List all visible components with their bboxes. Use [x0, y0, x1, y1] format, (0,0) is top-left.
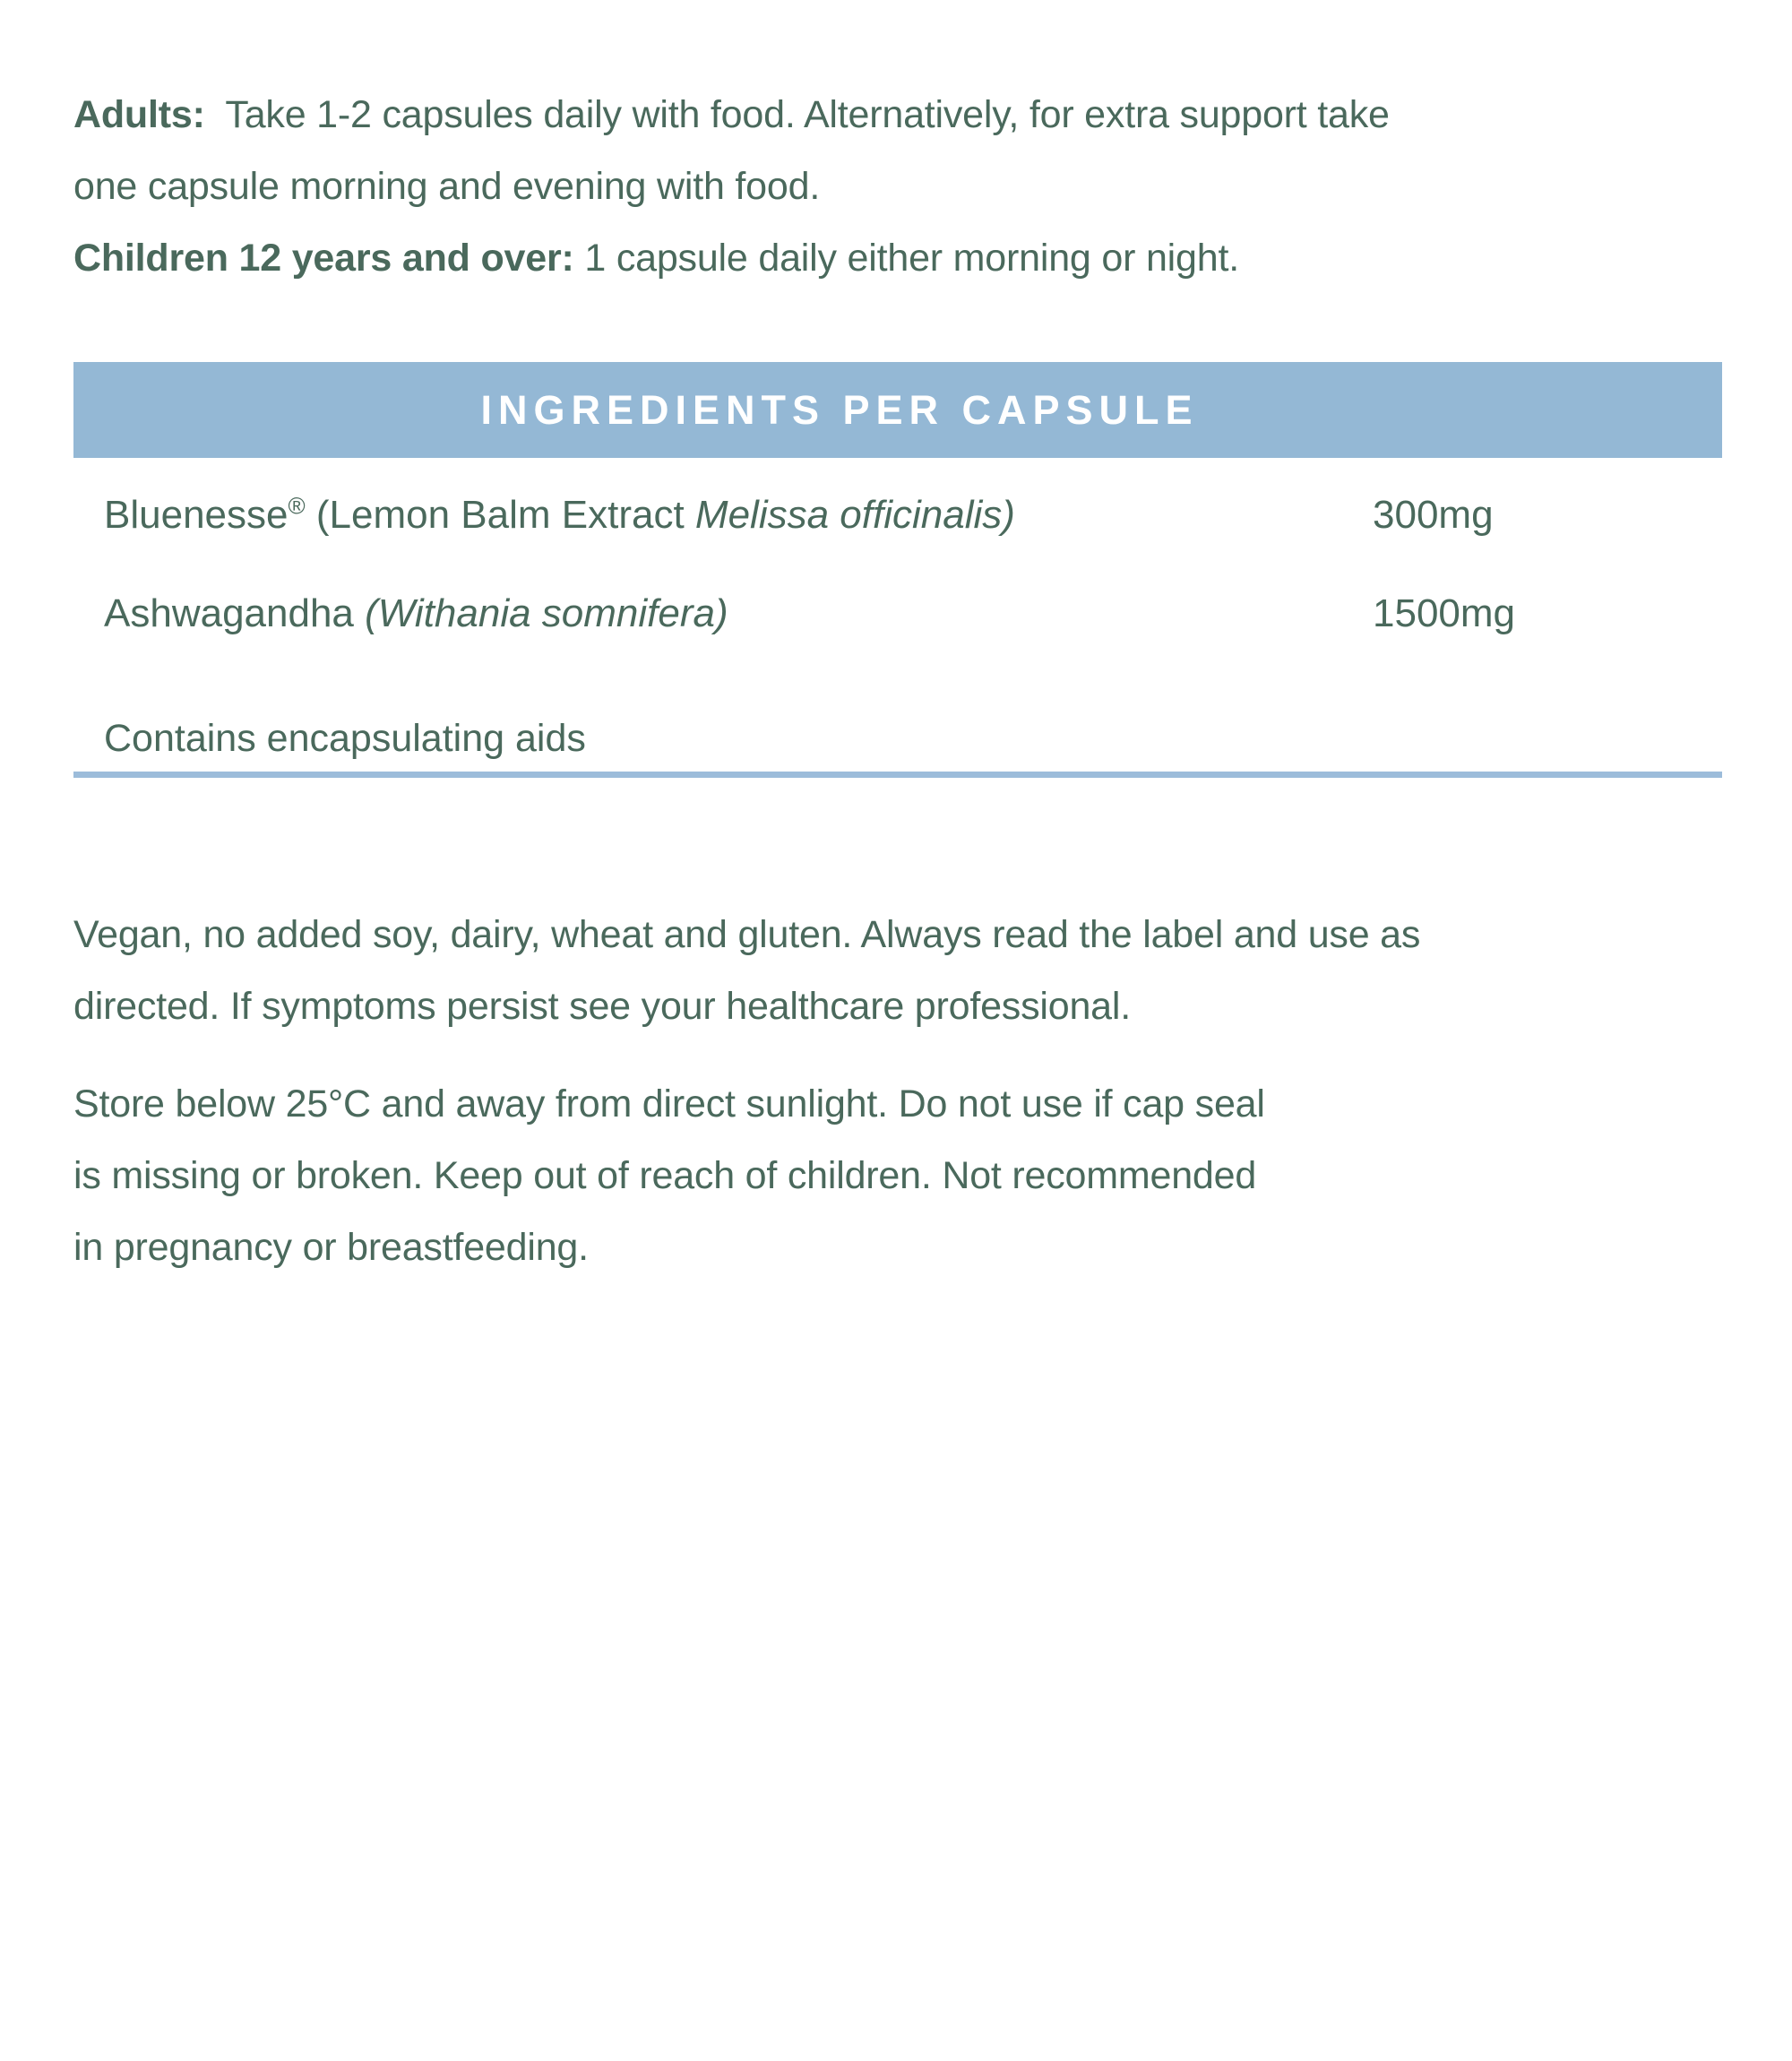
encapsulating-aids-note: Contains encapsulating aids — [104, 717, 586, 760]
adults-directions-line2 — [73, 151, 1722, 222]
ingredient-botanical-name: Melissa officinalis) — [694, 493, 1015, 537]
advisory-text: Vegan, no added soy, dairy, wheat and gluten. Always read the label and use as — [73, 913, 1421, 956]
ingredient-name — [104, 591, 728, 635]
children-label: Children 12 years and over: — [73, 237, 574, 280]
storage-text: in pregnancy or breastfeeding. — [73, 1226, 589, 1269]
storage-line3 — [73, 1212, 1722, 1283]
storage-line1 — [73, 1068, 1722, 1140]
children-directions-text: 1 capsule daily either morning or night. — [573, 237, 1239, 280]
ingredient-name-text2: (Lemon Balm Extract — [305, 493, 695, 537]
advisory-text: directed. If symptoms persist see your healthcare professional. — [73, 985, 1131, 1028]
ingredients-panel — [73, 362, 1722, 778]
ingredient-row-bluenesse — [73, 490, 1722, 540]
ingredient-name-text: Ashwagandha — [104, 591, 366, 635]
ingredient-row-ashwagandha — [73, 589, 1722, 639]
adults-directions-text: Take 1-2 capsules daily with food. Alternatively, for extra support take — [204, 93, 1390, 136]
ingredient-botanical-name: (Withania somnifera) — [365, 591, 728, 635]
registered-trademark-icon: ® — [288, 492, 306, 520]
section-divider — [73, 772, 1722, 778]
ingredients-header-title: INGREDIENTS PER CAPSULE — [480, 387, 1199, 433]
directions-section — [73, 79, 1722, 294]
adults-directions-text-continued: one capsule morning and evening with food. — [73, 165, 821, 208]
storage-text: is missing or broken. Keep out of reach of children. Not recommended — [73, 1154, 1257, 1197]
adults-label: Adults: — [73, 93, 205, 136]
advisory-line2 — [73, 970, 1722, 1042]
ingredient-name — [104, 493, 1015, 537]
advisory-section — [73, 899, 1722, 1042]
storage-text: Store below 25°C and away from direct sunlight. Do not use if cap seal — [73, 1082, 1265, 1125]
adults-directions-line1 — [73, 79, 1722, 151]
ingredients-header-bar — [73, 362, 1722, 458]
storage-line2 — [73, 1140, 1722, 1212]
children-directions-line — [73, 222, 1722, 294]
ingredient-amount: 300mg — [1373, 493, 1494, 537]
ingredient-name-text: Bluenesse — [104, 493, 289, 537]
advisory-line1 — [73, 899, 1722, 970]
ingredient-amount: 1500mg — [1373, 591, 1516, 635]
storage-section — [73, 1068, 1722, 1283]
